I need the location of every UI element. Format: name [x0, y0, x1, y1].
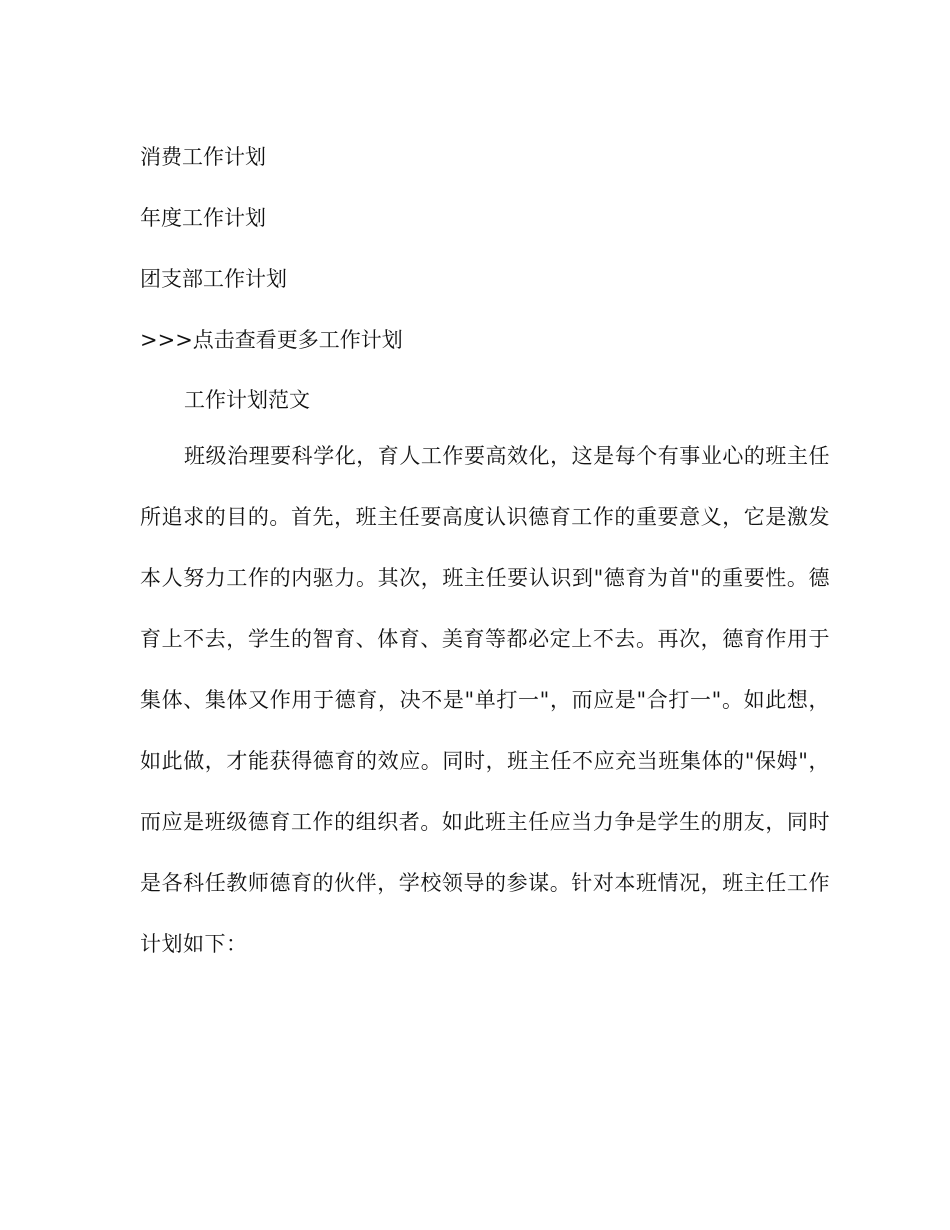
- section-heading: 工作计划范文: [184, 388, 310, 412]
- link-more-plans[interactable]: >>>点击查看更多工作计划: [140, 328, 403, 352]
- link-league-branch-plan[interactable]: 团支部工作计划: [140, 267, 287, 291]
- link-annual-plan[interactable]: 年度工作计划: [140, 206, 266, 230]
- link-consumption-plan[interactable]: 消费工作计划: [140, 145, 266, 169]
- body-paragraph: 班级治理要科学化，育人工作要高效化，这是每个有事业心的班主任所追求的目的。首先，班主任要高度认识德育工作的重要意义，它是激发本人努力工作的内驱力。其次，班主任要认识到"德育为首"的重要性。德育上不去，学生的智育、体育、美育等都必定上不去。再次，德育作用于集体、集体又作用于德育，决不是"单打一"，而应是"合打一"。如此想，如此做，才能获得德育的效应。同时，班主任不应充当班集体的"保姆"，而应是班级德育工作的组织者。如此班主任应当力争是学生的朋友，同时是各科任教师德育的伙伴，学校领导的参谋。针对本班情况，班主任工作计划如下：: [140, 444, 830, 956]
